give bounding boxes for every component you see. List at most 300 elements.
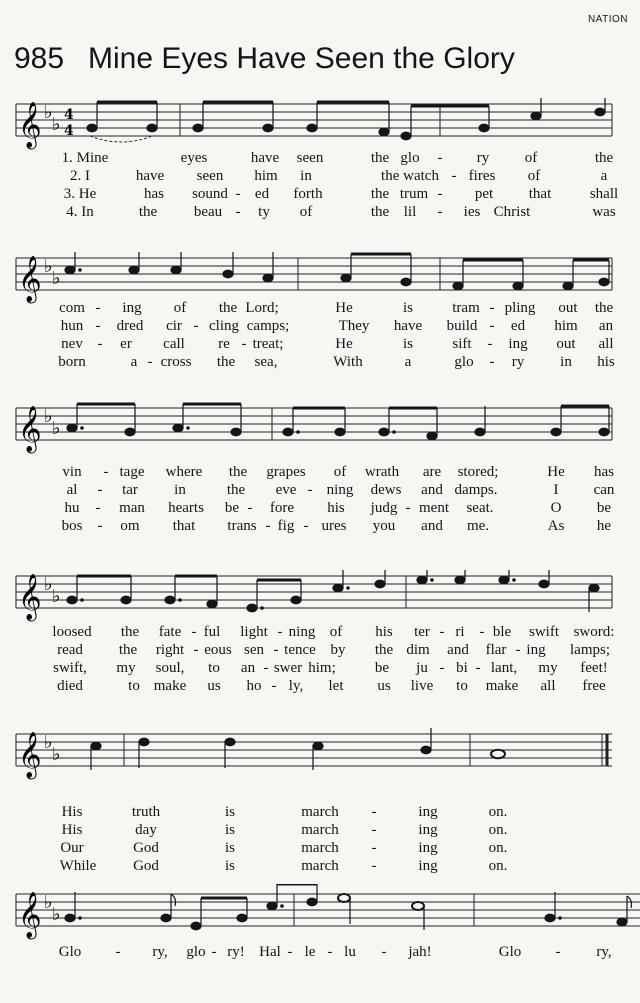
verse-row-4 [0,678,640,696]
lyric-syllable: - [475,660,481,676]
lyric-syllable: you [372,518,396,534]
lyric-syllable: fore [269,500,295,516]
section-tag: NATION [587,14,628,25]
lyric-syllable: While [59,858,97,874]
lyric-syllable: eve [275,482,297,498]
lyric-syllable: bi [456,660,468,676]
lyric-syllable: on. [488,804,508,820]
lyric-syllable: jah! [408,944,432,960]
lyric-syllable: and [447,642,469,658]
lyric-syllable: of [299,204,313,220]
verse-row-4 [0,858,640,876]
lyric-syllable: cling [209,318,239,334]
treble-clef-icon: 𝄞 [18,256,42,302]
lyric-syllable: ry, [152,944,168,960]
lyric-syllable: - [97,336,103,352]
lyric-syllable: ing [418,804,438,820]
verse-row-4 [0,204,640,222]
time-signature [64,107,74,139]
lyric-syllable: He [547,464,565,480]
lyric-syllable: be [374,660,390,676]
lyric-syllable: in [174,482,186,498]
lyric-syllable: - [191,624,197,640]
lyric-syllable: God [133,858,159,874]
lyric-syllable: - [211,944,217,960]
hymn-title: Mine Eyes Have Seen the Glory [88,42,515,75]
staff-3 [0,402,640,454]
lyric-syllable: - [307,482,313,498]
lyric-syllable: al [66,482,78,498]
lyric-syllable: the [594,300,614,316]
lyric-syllable: - [405,500,411,516]
verse-row-2 [0,642,640,660]
lyric-syllable: his [597,354,615,370]
lyric-syllable: ri [455,624,465,640]
lyric-syllable: the [370,204,390,220]
lyric-syllable: 3. He [63,186,97,202]
lyric-syllable: judg [370,500,398,516]
lyric-syllable: 1. Mine [61,150,109,166]
staff-5 [0,728,640,780]
lyric-syllable: that [528,186,552,202]
lyric-syllable: His [61,822,83,838]
lyric-syllable: - [371,822,377,838]
lyric-syllable: ed [254,186,270,202]
lyric-syllable: sound [192,186,228,202]
lyric-syllable: - [235,204,241,220]
lyric-syllable: ing [418,822,438,838]
lyric-syllable: the [218,300,238,316]
lyric-syllable: his [375,624,393,640]
lyric-syllable: - [97,518,103,534]
lyric-syllable: ry [511,354,525,370]
lyric-syllable: - [95,318,101,334]
lyric-syllable: - [439,660,445,676]
verse-row-4 [0,518,640,536]
lyric-syllable: As [547,518,565,534]
lyric-syllable: the [370,186,390,202]
lyric-syllable: They [338,318,370,334]
lyric-syllable: - [303,518,309,534]
verse-row-1 [0,300,640,318]
lyric-syllable: the [118,642,138,658]
verse-row-3 [0,840,640,858]
lyric-syllable: of [329,624,343,640]
treble-clef-icon: 𝄞 [18,892,42,938]
lyric-syllable: is [224,804,236,820]
lyric-syllable: can [593,482,615,498]
lyric-syllable: - [147,354,153,370]
lyric-syllable: cir [166,318,182,334]
lyric-syllable: sen [244,642,264,658]
lyric-syllable: - [95,300,101,316]
lyric-syllable: stored; [457,464,499,480]
lyric-syllable: day [135,822,157,838]
lyric-syllable: ures [321,518,347,534]
treble-clef-icon: 𝄞 [18,102,42,148]
lyric-syllable: - [555,944,561,960]
treble-clef-icon: 𝄞 [18,574,42,620]
lyric-syllable: loosed [52,624,92,640]
lyric-syllable: the watch [381,168,439,184]
lyric-syllable: He [335,300,353,316]
lyric-syllable: trans [227,518,257,534]
lyric-syllable: on. [488,858,508,874]
lyric-syllable: of [173,300,187,316]
lyric-syllable: all [540,678,556,694]
lyric-syllable: nev [61,336,83,352]
lyric-syllable: him; [308,660,336,676]
lyric-syllable: vin [62,464,82,480]
lyric-syllable: the [374,642,394,658]
lyric-syllable: Hal [259,944,281,960]
lyric-syllable: where [165,464,203,480]
lyric-syllable: - [439,624,445,640]
lyric-syllable: on. [488,840,508,856]
lyric-syllable: on. [488,822,508,838]
lyric-syllable: my [116,660,136,676]
lyric-syllable: is [224,822,236,838]
lyric-syllable: - [489,354,495,370]
lyric-syllable: 4. In [66,204,94,220]
flat-sign-icon: ♭ [44,892,53,913]
lyric-syllable: out [556,336,576,352]
lyric-syllable: the [226,482,246,498]
lyric-syllable: truth [131,804,161,820]
lyric-syllable: beau [193,204,223,220]
lyric-syllable: Our [60,840,84,856]
lyric-syllable: march [301,858,339,874]
lyric-syllable: dim [406,642,430,658]
meter-top: 4 [64,107,74,123]
lyric-syllable: in [300,168,312,184]
lyric-syllable: - [487,336,493,352]
lyric-syllable: him [254,168,278,184]
lyric-syllable: eous [204,642,232,658]
lyric-syllable: - [437,204,443,220]
lyric-syllable: build [446,318,478,334]
lyric-syllable: forth [293,186,323,202]
lyric-syllable: Glo [58,944,82,960]
flat-sign-icon: ♭ [44,574,53,595]
lyric-syllable: bos [61,518,83,534]
lyric-syllable: is [402,300,414,316]
lyric-syllable: ter [414,624,430,640]
lyric-syllable: lant, [490,660,518,676]
lyric-syllable: - [115,944,121,960]
lyric-syllable: us [207,678,221,694]
lyric-syllable: ful [203,624,221,640]
lyric-syllable: - [437,150,443,166]
lyric-syllable: God [133,840,159,856]
lyric-syllable: fig [277,518,295,534]
lyric-syllable: lamps; [570,642,610,658]
lyric-syllable: re [218,336,230,352]
lyric-syllable: - [371,804,377,820]
lyric-syllable: by [330,642,346,658]
lyric-syllable: ing [418,840,438,856]
flat-sign-icon: ♭ [52,114,61,135]
lyric-syllable: the [216,354,236,370]
lyric-syllable: all [598,336,614,352]
lyric-syllable: fires [468,168,496,184]
flat-sign-icon: ♭ [52,418,61,439]
lyric-syllable: light [240,624,268,640]
lyric-syllable: him [554,318,578,334]
lyric-syllable: lil [403,204,417,220]
lyric-syllable: ty [258,204,270,220]
lyric-syllable: - [271,678,277,694]
lyric-syllable: treat; [252,336,284,352]
verse-row-1 [0,150,640,168]
staff-6 [0,884,640,940]
lyric-syllable: ho [246,678,262,694]
lyric-syllable: grapes [266,464,306,480]
lyric-syllable: hearts [168,500,204,516]
lyric-syllable: dews [370,482,402,498]
lyric-syllable: swift, [53,660,87,676]
lyric-syllable: man [119,500,145,516]
lyric-syllable: ing [418,858,438,874]
lyric-syllable: er [120,336,132,352]
lyric-syllable: of [524,150,538,166]
lyric-syllable: call [163,336,185,352]
lyric-syllable: fate [158,624,182,640]
verse-row-1 [0,624,640,642]
lyric-syllable: he [596,518,612,534]
lyric-syllable: glo [400,150,420,166]
lyric-syllable: - [479,624,485,640]
lyric-syllable: of [333,464,347,480]
lyric-syllable: make [485,678,519,694]
lyric-syllable: sea, [254,354,278,370]
lyric-syllable: and [421,482,443,498]
lyric-syllable: have [250,150,280,166]
lyric-syllable: ry! [227,944,245,960]
treble-clef-icon: 𝄞 [18,732,42,778]
flat-sign-icon: ♭ [52,268,61,289]
lyric-syllable: swer [273,660,303,676]
lyric-syllable: glo [186,944,206,960]
lyric-syllable: Glo [498,944,522,960]
lyric-syllable: ed [510,318,526,334]
hymn-number: 985 [14,42,65,75]
lyric-syllable: born [58,354,86,370]
lyric-syllable: wrath [364,464,400,480]
lyric-syllable: died [57,678,83,694]
staff-2 [0,252,640,304]
lyric-syllable: flar [485,642,507,658]
treble-clef-icon: 𝄞 [18,406,42,452]
lyric-syllable: com [59,300,85,316]
lyric-syllable: - [381,944,387,960]
lyric-syllable: - [287,944,293,960]
lyric-syllable: 2. I [70,168,90,184]
lyric-syllable: tar [122,482,138,498]
lyric-syllable: camps; [246,318,290,334]
lyric-syllable: eyes [180,150,208,166]
lyric-syllable: - [193,642,199,658]
lyric-syllable: the [594,150,614,166]
lyric-syllable: feet! [580,660,608,676]
lyric-syllable: - [273,642,279,658]
lyric-syllable: sift [452,336,472,352]
lyric-syllable: tram [452,300,480,316]
lyric-syllable: a [404,354,412,370]
lyric-syllable: was [592,204,616,220]
lyric-syllable: lu [344,944,356,960]
lyric-syllable: ry, [596,944,612,960]
lyric-syllable: - [489,318,495,334]
lyric-syllable: ning [288,624,316,640]
flat-sign-icon: ♭ [52,586,61,607]
verse-row-refrain [0,944,640,962]
lyric-syllable: ju [416,660,428,676]
lyric-syllable: - [95,500,101,516]
lyric-syllable: om [120,518,140,534]
lyric-syllable: be [596,500,612,516]
lyric-syllable: make [153,678,187,694]
lyric-syllable: are [422,464,442,480]
lyric-syllable: has [144,186,164,202]
lyric-syllable: ing [508,336,528,352]
lyric-syllable: I [553,482,559,498]
lyric-syllable: seen [196,168,224,184]
lyric-syllable: is [224,840,236,856]
lyric-syllable: - [327,944,333,960]
lyric-syllable: - [489,300,495,316]
lyric-syllable: - [437,186,443,202]
lyric-syllable: a [130,354,138,370]
lyric-syllable: cross [160,354,192,370]
lyric-syllable: ing [526,642,546,658]
verse-row-3 [0,336,640,354]
lyric-syllable: is [402,336,414,352]
lyric-syllable: be [224,500,240,516]
lyric-syllable: - [247,500,253,516]
lyric-syllable: le [304,944,316,960]
lyric-syllable: Christ [493,204,531,220]
lyric-syllable: and [421,518,443,534]
lyric-syllable: His [61,804,83,820]
lyric-syllable: an [240,660,256,676]
lyric-syllable: his [327,500,345,516]
lyric-syllable: Lord; [245,300,279,316]
lyric-syllable: march [301,804,339,820]
lyric-syllable: soul, [155,660,185,676]
lyric-syllable: - [193,318,199,334]
lyric-syllable: hu [64,500,80,516]
lyric-syllable: seat. [466,500,494,516]
lyric-syllable: an [598,318,614,334]
lyric-syllable: me. [466,518,490,534]
verse-row-1 [0,804,640,822]
staff-4 [0,570,640,622]
lyric-syllable: in [560,354,572,370]
lyric-syllable: - [265,518,271,534]
lyric-syllable: to [128,678,140,694]
lyric-syllable: ry [476,150,490,166]
lyric-syllable: out [558,300,578,316]
lyric-syllable: the [370,150,390,166]
verse-row-2 [0,822,640,840]
lyric-syllable: have [393,318,423,334]
lyric-syllable: ble [492,624,512,640]
lyric-syllable: march [301,822,339,838]
lyric-syllable: ning [326,482,354,498]
lyric-syllable: He [335,336,353,352]
lyric-syllable: the [120,624,140,640]
lyric-syllable: ment [419,500,449,516]
flat-sign-icon: ♭ [52,904,61,925]
lyric-syllable: is [224,858,236,874]
lyric-syllable: to [456,678,468,694]
lyric-syllable: ly, [288,678,304,694]
lyric-syllable: - [235,186,241,202]
lyric-syllable: dred [116,318,144,334]
lyric-syllable: shall [589,186,619,202]
lyric-syllable: us [377,678,391,694]
lyric-syllable: a [600,168,608,184]
lyric-syllable: of [527,168,541,184]
lyric-syllable: - [97,482,103,498]
flat-sign-icon: ♭ [52,744,61,765]
lyric-syllable: have [135,168,165,184]
lyric-syllable: tence [284,642,316,658]
lyric-syllable: - [277,624,283,640]
verse-row-2 [0,168,640,186]
verse-row-4 [0,354,640,372]
flat-sign-icon: ♭ [44,256,53,277]
lyric-syllable: trum [399,186,429,202]
lyric-syllable: - [451,168,457,184]
verse-row-2 [0,318,640,336]
lyric-syllable: pling [504,300,536,316]
lyric-syllable: live [410,678,434,694]
flat-sign-icon: ♭ [44,102,53,123]
lyric-syllable: to [208,660,220,676]
lyric-syllable: the [138,204,158,220]
lyric-syllable: - [263,660,269,676]
lyric-syllable: march [301,840,339,856]
lyric-syllable: sword: [573,624,615,640]
lyric-syllable: - [371,858,377,874]
lyric-syllable: - [515,642,521,658]
meter-bottom: 4 [64,123,74,139]
lyric-syllable: tage [119,464,145,480]
lyric-syllable: has [594,464,614,480]
verse-row-2 [0,482,640,500]
lyric-syllable: With [333,354,363,370]
lyric-syllable: pet [474,186,494,202]
lyric-syllable: right [155,642,185,658]
lyric-syllable: swift [529,624,559,640]
lyric-syllable: damps. [454,482,498,498]
verse-row-3 [0,500,640,518]
lyric-syllable: free [582,678,606,694]
lyric-syllable: seen [296,150,324,166]
lyric-syllable: that [172,518,196,534]
lyric-syllable: - [103,464,109,480]
verse-row-1 [0,464,640,482]
lyric-syllable: my [538,660,558,676]
flat-sign-icon: ♭ [44,406,53,427]
lyric-syllable: - [241,336,247,352]
verse-row-3 [0,186,640,204]
lyric-syllable: - [371,840,377,856]
lyric-syllable: O [550,500,562,516]
lyric-syllable: ies [463,204,481,220]
